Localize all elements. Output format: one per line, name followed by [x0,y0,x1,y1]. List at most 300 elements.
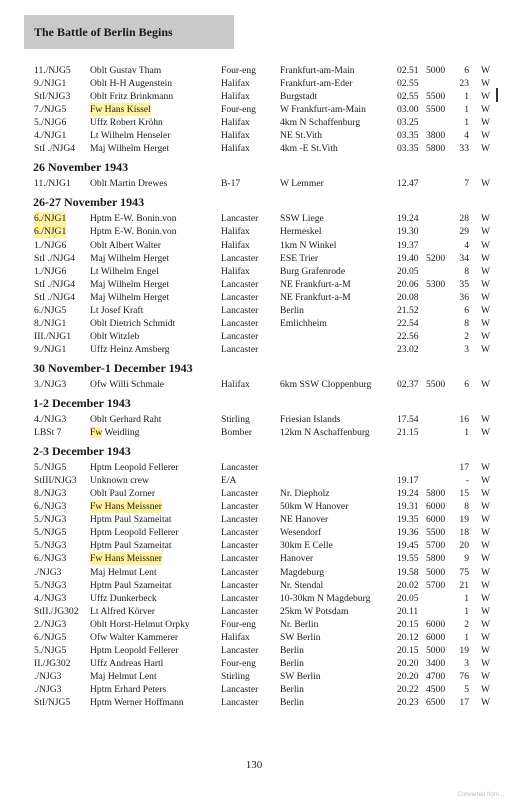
victory-number-cell: 6 [464,304,469,316]
victory-number-cell: 1 [464,427,469,439]
pilot-cell: Maj Wilhelm Herget [90,143,170,155]
result-cell: W [481,226,491,238]
time-cell: 20.12 [397,631,419,643]
location-cell: 10-30km N Magdeburg [280,592,371,604]
time-cell: 22.54 [397,317,419,329]
aircraft-cell: Stirling [221,670,250,682]
pilot-cell: Uffz Robert Kröhn [90,117,163,129]
victory-number-cell: 20 [459,540,469,552]
page-number: 130 [245,759,263,771]
location-cell: 50km W Hanover [280,501,349,513]
time-cell: 20.11 [397,605,419,617]
aircraft-cell: E/A [221,475,237,487]
result-cell: W [481,130,491,142]
location-cell: Frankfurt-am-Main [280,65,355,76]
unit-cell: 8./NJG3 [34,488,67,500]
victory-number-cell: 15 [459,488,469,500]
location-cell: Berlin [280,683,304,695]
victory-row [0,552,508,565]
altitude-cell: 5300 [426,278,446,290]
pilot-cell: Lt Wilhelm Henseler [90,130,171,142]
result-cell: W [481,683,491,695]
victory-row [0,239,508,252]
location-cell: 12km N Aschaffenburg [280,427,370,439]
result-cell: W [481,291,491,303]
victory-number-cell: 18 [459,527,469,539]
result-cell: W [481,475,491,487]
section-heading: 2-3 December 1943 [33,444,131,459]
unit-cell: StI/NJG3 [34,91,71,103]
altitude-cell: 5200 [426,252,446,264]
aircraft-cell: Lancaster [221,553,259,565]
victory-number-cell: 2 [464,330,469,342]
altitude-cell: 5000 [426,644,446,656]
pilot-cell: Fw Weidling [90,427,140,439]
location-cell: SW Berlin [280,670,321,682]
unit-cell: 6./NJG5 [34,631,67,643]
location-cell: 1km N Winkel [280,239,337,251]
unit-cell: ./NJG3 [34,670,62,682]
location-cell: NE Hanover [280,514,329,526]
altitude-cell: 5000 [426,65,446,76]
aircraft-cell: Halifax [221,130,250,142]
time-cell: 23.02 [397,343,419,355]
location-cell: Burg Grafenrode [280,265,346,277]
time-cell: 20.23 [397,697,419,708]
time-cell: 20.02 [397,579,419,591]
result-cell: W [481,592,491,604]
pilot-cell: Hptm E-W. Bonin.von [90,226,177,238]
altitude-cell: 4500 [426,683,446,695]
pilot-cell: Hptm Leopold Fellerer [90,644,179,656]
result-cell: W [481,427,491,439]
pilot-cell: Oblt Martin Drewes [90,178,168,190]
unit-cell: 11./NJG1 [34,178,71,190]
pilot-cell: Uffz Dunkerbeck [90,592,157,604]
unit-cell: 5./NJG5 [34,527,67,539]
unit-cell: StIII/NJG3 [34,475,77,487]
unit-cell: 2./NJG3 [34,618,67,630]
aircraft-cell: Halifax [221,143,250,155]
result-cell: W [481,278,491,290]
aircraft-cell: Lancaster [221,605,259,617]
aircraft-cell: B-17 [221,178,241,190]
aircraft-cell: Lancaster [221,330,259,342]
pilot-cell: Fw Hans Meissner [90,501,162,513]
aircraft-cell: Lancaster [221,304,259,316]
result-cell: W [481,488,491,500]
victory-row [0,77,508,90]
pilot-cell: Lt Wilhelm Engel [90,265,159,277]
victory-number-cell: 34 [459,252,469,264]
aircraft-cell: Bomber [221,427,252,439]
time-cell: 20.22 [397,683,419,695]
victory-row [0,212,508,225]
altitude-cell: 4700 [426,670,446,682]
victory-row [0,526,508,539]
result-cell: W [481,65,491,76]
location-cell: W Lemmer [280,178,324,190]
victory-number-cell: 17 [459,462,469,474]
victory-number-cell: 16 [459,414,469,425]
result-cell: W [481,104,491,116]
time-cell: 19.30 [397,226,419,238]
victory-row [0,278,508,291]
unit-cell: 5./NJG5 [34,644,67,656]
result-cell: W [481,540,491,552]
unit-cell: LBSt 7 [34,427,62,439]
pilot-cell: Oblt Albert Walter [90,239,161,251]
location-cell: Berlin [280,644,304,656]
unit-cell: StI ./NJG4 [34,252,76,264]
victory-row [0,64,508,77]
victory-row [0,265,508,278]
victory-row [0,670,508,683]
victory-number-cell: 6 [464,65,469,76]
aircraft-cell: Halifax [221,265,250,277]
result-cell: W [481,178,491,190]
time-cell: 19.24 [397,488,419,500]
victory-row [0,177,508,190]
aircraft-cell: Lancaster [221,291,259,303]
location-cell: Friesian Islands [280,414,341,425]
location-cell: 4km N Schaffenburg [280,117,361,129]
victory-row [0,90,508,103]
time-cell: 02.55 [397,91,419,103]
aircraft-cell: Lancaster [221,462,259,474]
section-heading: 26-27 November 1943 [33,195,145,210]
unit-cell: 7./NJG5 [34,104,67,116]
watermark: Converted from... [457,792,504,798]
altitude-cell: 5700 [426,579,446,591]
altitude-cell: 6000 [426,501,446,513]
result-cell: W [481,117,491,129]
victory-number-cell: 17 [459,697,469,708]
time-cell: 20.05 [397,592,419,604]
pilot-cell: Maj Wilhelm Herget [90,291,170,303]
result-cell: W [481,618,491,630]
victory-number-cell: 33 [459,143,469,155]
result-cell: W [481,143,491,155]
time-cell: 12.47 [397,178,419,190]
altitude-cell: 3800 [426,130,446,142]
victory-row [0,116,508,129]
aircraft-cell: Halifax [221,78,250,90]
victory-number-cell: 76 [459,670,469,682]
aircraft-cell: Lancaster [221,592,259,604]
unit-cell: II./JG302 [34,657,71,669]
victory-number-cell: 8 [464,501,469,513]
unit-cell: StI/NJG5 [34,697,71,708]
aircraft-cell: Halifax [221,226,250,238]
victory-row [0,592,508,605]
victory-row [0,605,508,618]
victory-row [0,461,508,474]
time-cell: 19.31 [397,501,419,513]
location-cell: Berlin [280,697,304,708]
time-cell: 03.35 [397,143,419,155]
result-cell: W [481,579,491,591]
result-cell: W [481,553,491,565]
section-heading: 30 November-1 December 1943 [33,360,193,375]
altitude-cell: 6000 [426,618,446,630]
victory-row [0,631,508,644]
location-cell: Nr. Berlin [280,618,319,630]
aircraft-cell: Lancaster [221,566,259,578]
victory-number-cell: - [465,475,469,487]
pilot-cell: Hptm Paul Szameitat [90,579,172,591]
victory-row [0,129,508,142]
unit-cell: 5./NJG3 [34,514,67,526]
victory-number-cell: 8 [464,317,469,329]
location-cell: NE St.Vith [280,130,323,142]
result-cell: W [481,78,491,90]
victory-number-cell: 2 [464,618,469,630]
result-cell: W [481,343,491,355]
time-cell: 03.00 [397,104,419,116]
pilot-cell: Oblt H-H Augenstein [90,78,173,90]
location-cell: Frankfurt-am-Eder [280,78,353,90]
aircraft-cell: Four-eng [221,657,256,669]
time-cell: 19.45 [397,540,419,552]
aircraft-cell: Lancaster [221,488,259,500]
pilot-cell: Unknown crew [90,475,149,487]
pilot-cell: Maj Helmut Lent [90,670,157,682]
location-cell: NE Frankfurt-a-M [280,291,351,303]
time-cell: 20.08 [397,291,419,303]
aircraft-cell: Lancaster [221,343,259,355]
result-cell: W [481,644,491,656]
time-cell: 02.37 [397,378,419,390]
time-cell: 02.55 [397,78,419,90]
aircraft-cell: Four-eng [221,104,256,116]
aircraft-cell: Halifax [221,117,250,129]
location-cell: 30km E Celle [280,540,333,552]
altitude-cell: 5500 [426,378,446,390]
result-cell: W [481,657,491,669]
altitude-cell: 3400 [426,657,446,669]
victory-row [0,413,508,426]
pilot-cell: Oblt Paul Zorner [90,488,156,500]
location-cell: Hanover [280,553,314,565]
location-cell: ESE Trier [280,252,319,264]
pilot-cell: Oblt Horst-Helmut Orpky [90,618,190,630]
victory-number-cell: 8 [464,265,469,277]
pilot-cell: Hptm Leopold Fellerer [90,462,179,474]
unit-cell: 1./NJG6 [34,239,67,251]
pilot-cell: Oblt Gerhard Raht [90,414,162,425]
unit-cell: 5./NJG3 [34,579,67,591]
victory-row [0,539,508,552]
unit-cell: 6./NJG5 [34,304,67,316]
time-cell: 19.35 [397,514,419,526]
aircraft-cell: Stirling [221,414,250,425]
pilot-cell: Fw Hans Meissner [90,553,162,565]
victory-number-cell: 23 [459,78,469,90]
victory-row [0,378,508,391]
result-cell: W [481,378,491,390]
aircraft-cell: Halifax [221,239,250,251]
result-cell: W [481,631,491,643]
victory-row [0,657,508,670]
victory-number-cell: 5 [464,683,469,695]
unit-cell: StII./JG302 [34,605,79,617]
altitude-cell: 5500 [426,104,446,116]
time-cell: 20.15 [397,644,419,656]
unit-cell: StI ./NJG4 [34,143,76,155]
aircraft-cell: Halifax [221,631,250,643]
result-cell: W [481,462,491,474]
pilot-cell: Oblt Gustav Tham [90,65,162,76]
aircraft-cell: Lancaster [221,683,259,695]
time-cell: 19.37 [397,239,419,251]
pilot-cell: Uffz Heinz Amsberg [90,343,170,355]
unit-cell: 6./NJG1 [34,226,67,238]
victory-number-cell: 19 [459,644,469,656]
victory-number-cell: 1 [464,104,469,116]
aircraft-cell: Halifax [221,91,250,103]
time-cell: 03.35 [397,130,419,142]
victory-row [0,644,508,657]
result-cell: W [481,213,491,225]
unit-cell: 5./NJG6 [34,117,67,129]
time-cell: 19.24 [397,213,419,225]
unit-cell: ./NJG3 [34,683,62,695]
result-cell: W [481,239,491,251]
altitude-cell: 5700 [426,540,446,552]
unit-cell: 5./NJG3 [34,540,67,552]
unit-cell: 8./NJG1 [34,317,67,329]
pilot-cell: Hptm E-W. Bonin.von [90,213,177,225]
victory-number-cell: 6 [464,378,469,390]
victory-number-cell: 1 [464,117,469,129]
altitude-cell: 6500 [426,697,446,708]
unit-cell: 9./NJG1 [34,78,67,90]
aircraft-cell: Lancaster [221,252,259,264]
time-cell: 19.58 [397,566,419,578]
altitude-cell: 6000 [426,514,446,526]
location-cell: Berlin [280,304,304,316]
unit-cell: 9./NJG1 [34,343,67,355]
pilot-cell: Maj Wilhelm Herget [90,252,170,264]
victory-number-cell: 1 [464,592,469,604]
unit-cell: 1./NJG6 [34,265,67,277]
location-cell: Nr. Stendal [280,579,324,591]
pilot-cell: Oblt Witzleb [90,330,140,342]
aircraft-cell: Four-eng [221,65,256,76]
victory-number-cell: 75 [459,566,469,578]
victory-row [0,252,508,265]
unit-cell: 11./NJG5 [34,65,71,76]
altitude-cell: 6000 [426,631,446,643]
victory-row [0,618,508,631]
victory-row [0,579,508,592]
pilot-cell: Hptm Leopold Fellerer [90,527,179,539]
location-cell: W Frankfurt-am-Main [280,104,366,116]
victory-row [0,487,508,500]
time-cell: 20.20 [397,670,419,682]
pilot-cell: Maj Helmut Lent [90,566,157,578]
time-cell: 19.17 [397,475,419,487]
aircraft-cell: Halifax [221,378,250,390]
location-cell: Burgstadt [280,91,318,103]
altitude-cell: 5800 [426,488,446,500]
location-cell: Hermeskel [280,226,322,238]
victory-number-cell: 9 [464,553,469,565]
location-cell: Emlichheim [280,317,327,329]
victory-row [0,330,508,343]
location-cell: NE Frankfurt-a-M [280,278,351,290]
time-cell: 20.15 [397,618,419,630]
section-heading: 1-2 December 1943 [33,396,131,410]
unit-cell: 3./NJG3 [34,378,67,390]
aircraft-cell: Lancaster [221,501,259,513]
result-cell: W [481,91,491,103]
victory-row [0,474,508,487]
location-cell: Nr. Diepholz [280,488,330,500]
pilot-cell: Hptm Paul Szameitat [90,540,172,552]
unit-cell: 4./NJG3 [34,592,67,604]
pilot-cell: Lt Alfred Körver [90,605,156,617]
altitude-cell: 5500 [426,527,446,539]
result-cell: W [481,605,491,617]
unit-cell: 4./NJG1 [34,130,67,142]
pilot-cell: Maj Wilhelm Herget [90,278,170,290]
result-cell: W [481,414,491,425]
pilot-cell: Ofw Willi Schmale [90,378,165,390]
aircraft-cell: Lancaster [221,540,259,552]
result-cell: W [481,252,491,264]
victory-number-cell: 4 [464,239,469,251]
location-cell: SW Berlin [280,631,321,643]
victory-number-cell: 3 [464,657,469,669]
victory-number-cell: 1 [464,605,469,617]
result-cell: W [481,304,491,316]
pilot-cell: Uffz Andreas Hartl [90,657,164,669]
victory-row [0,103,508,116]
pilot-cell: Lt Josef Kraft [90,304,144,316]
aircraft-cell: Lancaster [221,514,259,526]
result-cell: W [481,527,491,539]
victory-number-cell: 21 [459,579,469,591]
altitude-cell: 5000 [426,566,446,578]
pilot-cell: Fw Hans Kissel [90,104,151,116]
victory-row [0,426,508,439]
pilot-cell: Ofw Walter Kammerer [90,631,179,643]
time-cell: 20.05 [397,265,419,277]
unit-cell: 6./NJG3 [34,501,67,513]
result-cell: W [481,330,491,342]
time-cell: 22.56 [397,330,419,342]
victory-number-cell: 29 [459,226,469,238]
unit-cell: StI ./NJG4 [34,278,76,290]
time-cell: 19.36 [397,527,419,539]
location-cell: 25km W Potsdam [280,605,349,617]
result-cell: W [481,317,491,329]
victory-number-cell: 35 [459,278,469,290]
result-cell: W [481,566,491,578]
aircraft-cell: Lancaster [221,697,259,708]
unit-cell: StI ./NJG4 [34,291,76,303]
result-cell: W [481,697,491,708]
pilot-cell: Hptm Erhard Peters [90,683,167,695]
section-heading: 26 November 1943 [33,160,129,175]
time-cell: 19.40 [397,252,419,264]
victory-number-cell: 19 [459,514,469,526]
aircraft-cell: Four-eng [221,618,256,630]
unit-cell: 6./NJG3 [34,553,67,565]
victory-number-cell: 3 [464,343,469,355]
